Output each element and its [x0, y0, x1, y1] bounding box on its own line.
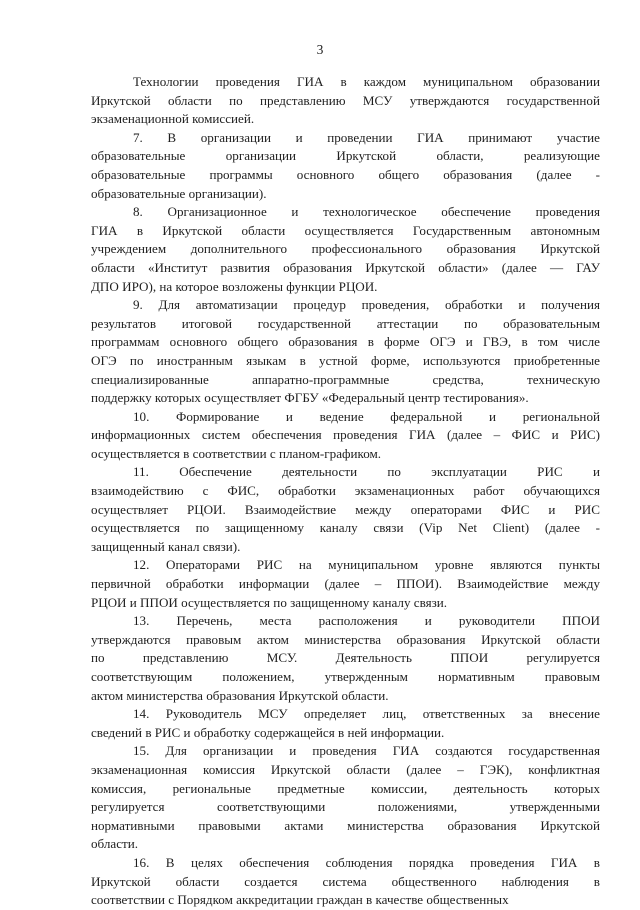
paragraph — [91, 463, 600, 556]
text-line: ДПО ИРО), на которое возложены функции РЦОИ. — [91, 278, 378, 294]
text-line: программам основного общего образования в форме ОГЭ и ГВЭ, в том числе — [91, 334, 600, 350]
paragraph — [91, 73, 600, 129]
text-line: 16. В целях обеспечения соблюдения порядка проведения ГИА в — [133, 854, 600, 870]
text-line: утверждаются правовым актом министерства образования Иркутской области — [91, 631, 600, 647]
text-line: сведений в РИС и обработку содержащейся в ней информации. — [91, 724, 445, 740]
text-line: регулируется соответствующими положениями, утвержденными — [91, 799, 600, 815]
text-line: Иркутской области создается система общественного наблюдения в — [91, 873, 600, 889]
document-body — [91, 73, 600, 910]
text-line: осуществляет РЦОИ. Взаимодействие между операторами ФИС и РИС — [91, 501, 600, 517]
text-line: ОГЭ по иностранным языкам в устной форме, используются приобретенные — [91, 352, 600, 368]
paragraph — [91, 296, 600, 408]
text-line: нормативными правовыми актами министерства образования Иркутской — [91, 817, 600, 833]
text-line: РЦОИ и ППОИ осуществляется по защищенному каналу связи. — [91, 594, 448, 610]
text-line: защищенный канал связи). — [91, 538, 241, 554]
text-line: области. — [91, 836, 139, 852]
text-line: по представлению МСУ. Деятельность ППОИ регулируется — [91, 650, 600, 666]
paragraph — [91, 854, 600, 910]
text-line: первичной обработки информации (далее – ППОИ). Взаимодействие между — [91, 576, 600, 592]
text-line: специализированные аппаратно-программные средства, техническую — [91, 371, 600, 387]
paragraph — [91, 612, 600, 705]
text-line: комиссия, региональные предметные комиссии, деятельность которых — [91, 780, 600, 796]
text-line: информационных систем обеспечения проведения ГИА (далее – ФИС и РИС) — [91, 427, 600, 443]
text-line: 9. Для автоматизации процедур проведения, обработки и получения — [133, 297, 600, 313]
text-line: 14. Руководитель МСУ определяет лиц, ответственных за внесение — [133, 706, 600, 722]
text-line: учреждением дополнительного профессионального образования Иркутской — [91, 241, 600, 257]
text-line: 15. Для организации и проведения ГИА создаются государственная — [133, 743, 600, 759]
paragraph — [91, 556, 600, 612]
paragraph — [91, 408, 600, 464]
text-line: Технологии проведения ГИА в каждом муниципальном образовании — [133, 74, 600, 89]
text-line: поддержку которых осуществляет ФГБУ «Федеральный центр тестирования». — [91, 390, 529, 406]
text-line: 7. В организации и проведении ГИА принимают участие — [133, 129, 600, 145]
text-line: экзаменационная комиссия Иркутской области (далее – ГЭК), конфликтная — [91, 761, 600, 777]
text-line: образовательные организации Иркутской области, реализующие — [91, 148, 600, 164]
paragraph — [91, 129, 600, 203]
text-line: соответствующим положением, утвержденным нормативным правовым — [91, 669, 600, 684]
text-line: экзаменационной комиссией. — [91, 111, 255, 127]
text-line: осуществляется по защищенному каналу связи (Vip Net Client) (далее - — [91, 520, 600, 536]
text-line: образовательные программы основного общего образования (далее - — [91, 166, 600, 182]
text-line: соответствии с Порядком аккредитации граждан в качестве общественных — [91, 892, 509, 908]
text-line: результатов итоговой государственной аттестации по образовательным — [91, 315, 600, 331]
text-line: ГИА в Иркутской области осуществляется Государственным автономным — [91, 222, 600, 238]
text-line: взаимодействию с ФИС, обработки экзаменационных работ обучающихся — [91, 483, 600, 499]
text-line: актом министерства образования Иркутской области. — [91, 687, 389, 703]
paragraph — [91, 203, 600, 296]
page-number: 3 — [316, 42, 324, 57]
text-line: 11. Обеспечение деятельности по эксплуатации РИС и — [133, 464, 600, 480]
text-line: образовательные организации). — [91, 185, 267, 201]
text-line: 12. Операторами РИС на муниципальном уровне являются пункты — [133, 557, 600, 573]
paragraph — [91, 705, 600, 742]
text-line: Иркутской области по представлению МСУ утверждаются государственной — [91, 92, 600, 108]
text-line: 13. Перечень, места расположения и руководители ППОИ — [133, 613, 600, 629]
text-line: осуществляется в соответствии с планом-графиком. — [91, 445, 382, 461]
text-line: 10. Формирование и ведение федеральной и региональной — [133, 408, 600, 424]
text-line: 8. Организационное и технологическое обеспечение проведения — [133, 204, 600, 220]
text-line: области «Институт развития образования Иркутской области» (далее — ГАУ — [91, 259, 600, 275]
paragraph — [91, 742, 600, 854]
